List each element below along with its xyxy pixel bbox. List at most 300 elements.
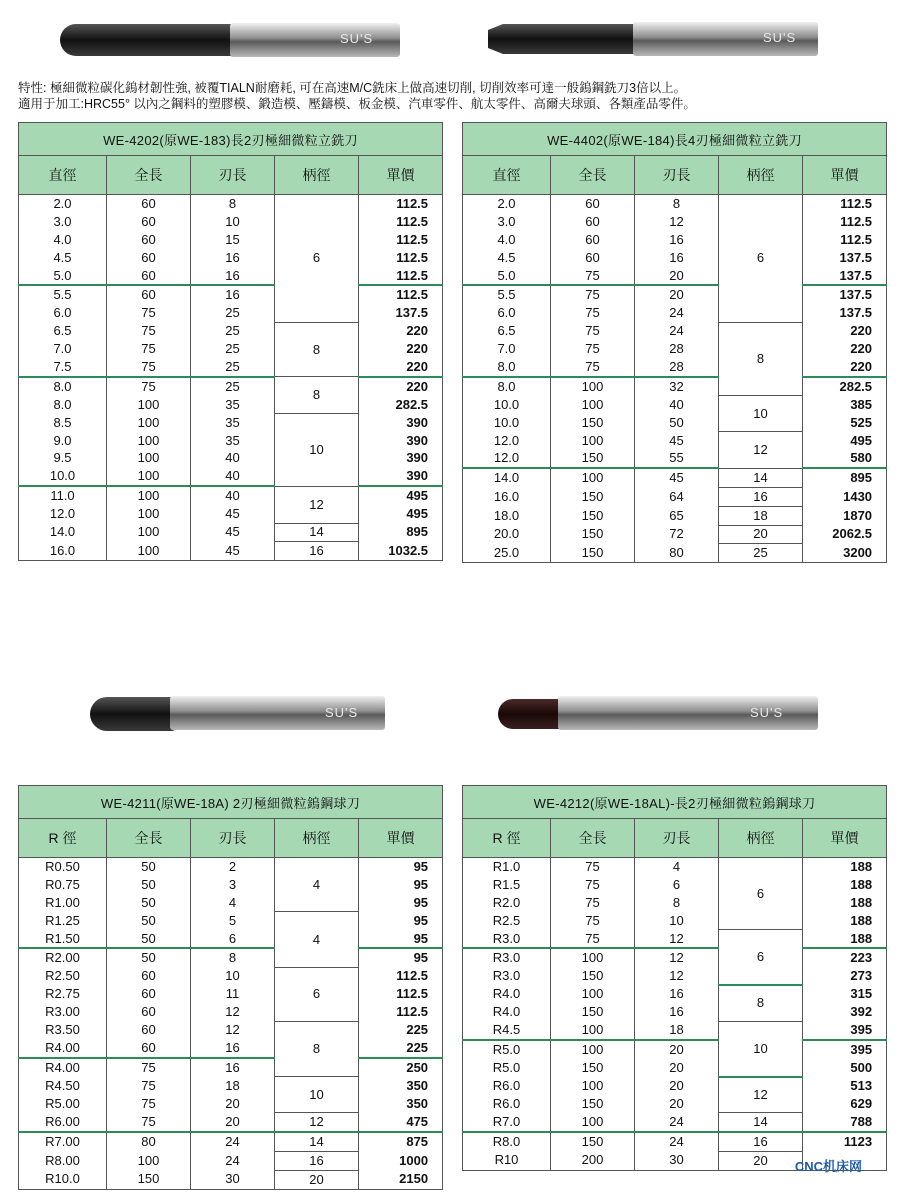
table-row bbox=[463, 930, 887, 949]
table-row bbox=[19, 1132, 443, 1151]
table-row bbox=[19, 285, 443, 304]
cell-shank-diameter: 10 bbox=[719, 1021, 803, 1077]
cell-flute-length: 45 bbox=[191, 505, 275, 523]
cell-flute-length: 10 bbox=[191, 213, 275, 231]
cell-price: 513 bbox=[803, 1077, 887, 1095]
cell-shank-diameter: 10 bbox=[275, 414, 359, 487]
cell-price: 390 bbox=[359, 467, 443, 486]
cell-flute-length: 20 bbox=[191, 1112, 275, 1131]
cell-flute-length: 20 bbox=[191, 1095, 275, 1113]
cell-diameter: R2.75 bbox=[19, 985, 107, 1003]
cell-overall-length: 150 bbox=[551, 1132, 635, 1151]
cell-flute-length: 6 bbox=[635, 876, 719, 894]
cell-diameter: 16.0 bbox=[19, 542, 107, 561]
cell-shank-diameter: 6 bbox=[719, 858, 803, 930]
cell-shank-diameter: 18 bbox=[719, 506, 803, 525]
cell-diameter: 3.0 bbox=[19, 213, 107, 231]
watermark: CNC机床网 bbox=[794, 1159, 862, 1174]
cell-price: 875 bbox=[359, 1132, 443, 1151]
cell-overall-length: 100 bbox=[107, 467, 191, 486]
table-row bbox=[19, 231, 443, 249]
cell-flute-length: 40 bbox=[191, 467, 275, 486]
cell-diameter: R1.0 bbox=[463, 858, 551, 876]
cell-overall-length: 150 bbox=[551, 544, 635, 563]
cell-diameter: 5.0 bbox=[463, 267, 551, 286]
cell-overall-length: 100 bbox=[107, 505, 191, 523]
cell-overall-length: 80 bbox=[107, 1132, 191, 1151]
cell-price: 112.5 bbox=[359, 195, 443, 213]
cell-flute-length: 24 bbox=[635, 304, 719, 322]
cell-shank-diameter: 10 bbox=[275, 1077, 359, 1113]
cell-flute-length: 40 bbox=[635, 396, 719, 414]
table-we-4212 bbox=[462, 785, 887, 1171]
cell-flute-length: 5 bbox=[191, 912, 275, 930]
table-row bbox=[463, 267, 887, 286]
feature-text: 特性: 極細微粒碳化鎢材韌性強, 被覆TIALN耐磨耗, 可在高速M/C銑床上做高速切削, 切削效率可達一般鎢鋼銑刀3倍以上。 bbox=[18, 81, 687, 95]
cell-diameter: R4.00 bbox=[19, 1058, 107, 1077]
table-row bbox=[463, 544, 887, 563]
cell-price: 495 bbox=[803, 432, 887, 450]
column-header: R 徑 bbox=[19, 819, 107, 858]
cell-flute-length: 35 bbox=[191, 414, 275, 432]
table-row bbox=[463, 195, 887, 213]
cell-flute-length: 20 bbox=[635, 267, 719, 286]
cell-shank-diameter: 8 bbox=[275, 377, 359, 414]
cell-shank-diameter: 14 bbox=[275, 523, 359, 542]
cell-flute-length: 20 bbox=[635, 285, 719, 304]
cell-price: 220 bbox=[359, 340, 443, 358]
cell-diameter: R1.00 bbox=[19, 894, 107, 912]
table-row bbox=[463, 525, 887, 544]
table-row bbox=[463, 213, 887, 231]
cell-flute-length: 8 bbox=[191, 948, 275, 967]
table-row bbox=[19, 377, 443, 396]
cell-price: 350 bbox=[359, 1095, 443, 1113]
cell-overall-length: 60 bbox=[551, 249, 635, 267]
cell-flute-length: 16 bbox=[191, 1058, 275, 1077]
cell-price: 188 bbox=[803, 894, 887, 912]
cell-diameter: R1.50 bbox=[19, 930, 107, 949]
cell-flute-length: 10 bbox=[191, 967, 275, 985]
cell-flute-length: 30 bbox=[191, 1170, 275, 1189]
cell-diameter: 18.0 bbox=[463, 506, 551, 525]
cell-diameter: R3.50 bbox=[19, 1021, 107, 1039]
cell-flute-length: 45 bbox=[635, 468, 719, 487]
cell-shank-diameter: 25 bbox=[719, 544, 803, 563]
table-row bbox=[463, 396, 887, 414]
cell-shank-diameter: 14 bbox=[719, 468, 803, 487]
cell-diameter: 16.0 bbox=[463, 487, 551, 506]
cell-overall-length: 60 bbox=[107, 267, 191, 286]
cell-flute-length: 16 bbox=[191, 267, 275, 286]
table-row bbox=[463, 468, 887, 487]
table-row bbox=[19, 414, 443, 432]
table-title: WE-4202(原WE-183)長2刃極細微粒立銑刀 bbox=[19, 123, 443, 156]
cell-overall-length: 100 bbox=[551, 432, 635, 450]
cell-price: 112.5 bbox=[359, 967, 443, 985]
cell-shank-diameter: 12 bbox=[719, 1077, 803, 1113]
cell-price: 895 bbox=[803, 468, 887, 487]
cell-flute-length: 24 bbox=[635, 1132, 719, 1151]
cell-flute-length: 45 bbox=[635, 432, 719, 450]
cell-flute-length: 25 bbox=[191, 340, 275, 358]
table-row bbox=[19, 930, 443, 949]
table-row bbox=[463, 1077, 887, 1095]
table-row bbox=[463, 231, 887, 249]
table-row bbox=[19, 467, 443, 486]
cell-price: 220 bbox=[359, 358, 443, 377]
cell-diameter: 10.0 bbox=[19, 467, 107, 486]
cell-diameter: R2.0 bbox=[463, 894, 551, 912]
cell-flute-length: 15 bbox=[191, 231, 275, 249]
cell-overall-length: 75 bbox=[107, 1112, 191, 1131]
cell-shank-diameter: 16 bbox=[719, 1132, 803, 1151]
table-row bbox=[19, 876, 443, 894]
cell-flute-length: 16 bbox=[635, 231, 719, 249]
table-row bbox=[19, 195, 443, 213]
cell-shank-diameter: 12 bbox=[275, 486, 359, 523]
cell-flute-length: 28 bbox=[635, 358, 719, 377]
cell-flute-length: 12 bbox=[635, 967, 719, 985]
cell-shank-diameter: 16 bbox=[719, 487, 803, 506]
cell-overall-length: 150 bbox=[551, 967, 635, 985]
table-title: WE-4211(原WE-18A) 2刃極細微粒鎢鋼球刀 bbox=[19, 786, 443, 819]
cell-flute-length: 18 bbox=[635, 1021, 719, 1040]
cell-diameter: 10.0 bbox=[463, 414, 551, 432]
cell-price: 137.5 bbox=[803, 249, 887, 267]
cell-overall-length: 75 bbox=[107, 1058, 191, 1077]
cell-flute-length: 40 bbox=[191, 486, 275, 505]
cell-diameter: 3.0 bbox=[463, 213, 551, 231]
cell-flute-length: 12 bbox=[635, 930, 719, 949]
table-row bbox=[463, 912, 887, 930]
table-row bbox=[463, 1095, 887, 1113]
cell-overall-length: 150 bbox=[551, 1003, 635, 1021]
cell-overall-length: 50 bbox=[107, 894, 191, 912]
cell-diameter: 12.0 bbox=[463, 449, 551, 468]
cell-price: 223 bbox=[803, 948, 887, 967]
cell-flute-length: 35 bbox=[191, 396, 275, 414]
cell-overall-length: 60 bbox=[107, 231, 191, 249]
brand-label: SU'S bbox=[750, 705, 784, 720]
tool-image-flat-4flute bbox=[488, 18, 818, 58]
cell-flute-length: 25 bbox=[191, 322, 275, 340]
cell-flute-length: 20 bbox=[635, 1077, 719, 1095]
cell-shank-diameter: 6 bbox=[275, 967, 359, 1021]
table-we-4211 bbox=[18, 785, 443, 1190]
cell-diameter: 2.0 bbox=[463, 195, 551, 213]
cell-overall-length: 60 bbox=[107, 1021, 191, 1039]
column-header: 柄徑 bbox=[719, 156, 803, 195]
table-row bbox=[19, 1077, 443, 1095]
cell-flute-length: 12 bbox=[191, 1003, 275, 1021]
cell-diameter: 2.0 bbox=[19, 195, 107, 213]
cell-price: 392 bbox=[803, 1003, 887, 1021]
cell-price: 220 bbox=[803, 322, 887, 340]
cell-overall-length: 150 bbox=[551, 414, 635, 432]
cell-flute-length: 16 bbox=[191, 1039, 275, 1058]
cell-price: 220 bbox=[359, 377, 443, 396]
cell-shank-diameter: 12 bbox=[275, 1112, 359, 1131]
cell-diameter: 6.5 bbox=[19, 322, 107, 340]
cell-diameter: 14.0 bbox=[19, 523, 107, 542]
cell-overall-length: 100 bbox=[107, 523, 191, 542]
cell-flute-length: 20 bbox=[635, 1095, 719, 1113]
cell-diameter: 7.5 bbox=[19, 358, 107, 377]
cell-price: 220 bbox=[803, 358, 887, 377]
cell-price: 1430 bbox=[803, 487, 887, 506]
table-row bbox=[463, 506, 887, 525]
table-row bbox=[19, 1095, 443, 1113]
cell-price: 112.5 bbox=[359, 1003, 443, 1021]
cell-price: 225 bbox=[359, 1039, 443, 1058]
cell-price: 525 bbox=[803, 414, 887, 432]
column-header: 全長 bbox=[107, 156, 191, 195]
cell-price: 273 bbox=[803, 967, 887, 985]
cell-diameter: R2.50 bbox=[19, 967, 107, 985]
table-row bbox=[463, 894, 887, 912]
cell-overall-length: 100 bbox=[107, 1151, 191, 1170]
cell-flute-length: 64 bbox=[635, 487, 719, 506]
column-header: 刃長 bbox=[635, 156, 719, 195]
column-header: 單價 bbox=[359, 156, 443, 195]
cell-overall-length: 75 bbox=[551, 930, 635, 949]
cell-price: 390 bbox=[359, 414, 443, 432]
table-we-4202 bbox=[18, 122, 443, 561]
cell-diameter: 5.5 bbox=[463, 285, 551, 304]
cell-flute-length: 24 bbox=[635, 322, 719, 340]
cell-overall-length: 150 bbox=[107, 1170, 191, 1189]
cell-diameter: 6.0 bbox=[19, 304, 107, 322]
cell-overall-length: 75 bbox=[107, 1095, 191, 1113]
cell-flute-length: 16 bbox=[191, 249, 275, 267]
column-header: 單價 bbox=[803, 819, 887, 858]
table-row bbox=[19, 523, 443, 542]
cell-overall-length: 100 bbox=[551, 1077, 635, 1095]
cell-price: 220 bbox=[803, 340, 887, 358]
table-title: WE-4212(原WE-18AL)-長2刃極細微粒鎢鋼球刀 bbox=[463, 786, 887, 819]
cell-diameter: 5.5 bbox=[19, 285, 107, 304]
cell-price: 495 bbox=[359, 505, 443, 523]
cell-diameter: 12.0 bbox=[463, 432, 551, 450]
cell-shank-diameter: 8 bbox=[719, 322, 803, 396]
cell-overall-length: 150 bbox=[551, 1059, 635, 1077]
cell-overall-length: 75 bbox=[551, 358, 635, 377]
cell-shank-diameter: 20 bbox=[719, 1151, 803, 1170]
cell-diameter: R7.00 bbox=[19, 1132, 107, 1151]
cell-price: 282.5 bbox=[359, 396, 443, 414]
table-row bbox=[463, 414, 887, 432]
cell-price: 137.5 bbox=[803, 267, 887, 286]
tool-image-flat-2flute bbox=[60, 20, 400, 60]
column-header: 刃長 bbox=[191, 819, 275, 858]
cell-price: 895 bbox=[359, 523, 443, 542]
cell-shank-diameter: 16 bbox=[275, 1151, 359, 1170]
cell-flute-length: 16 bbox=[635, 1003, 719, 1021]
cell-diameter: R3.0 bbox=[463, 948, 551, 967]
cell-diameter: R2.5 bbox=[463, 912, 551, 930]
table-row bbox=[19, 486, 443, 505]
table-row bbox=[463, 487, 887, 506]
cell-price: 1032.5 bbox=[359, 542, 443, 561]
cell-diameter: 6.0 bbox=[463, 304, 551, 322]
cell-flute-length: 3 bbox=[191, 876, 275, 894]
table-title: WE-4402(原WE-184)長4刃極細微粒立銑刀 bbox=[463, 123, 887, 156]
cell-flute-length: 6 bbox=[191, 930, 275, 949]
cell-diameter: R10 bbox=[463, 1151, 551, 1170]
cell-flute-length: 2 bbox=[191, 858, 275, 876]
table-row bbox=[463, 1112, 887, 1131]
cell-diameter: R10.0 bbox=[19, 1170, 107, 1189]
cell-shank-diameter: 4 bbox=[275, 858, 359, 912]
cell-diameter: 8.0 bbox=[463, 377, 551, 396]
cell-price: 137.5 bbox=[359, 304, 443, 322]
cell-flute-length: 4 bbox=[635, 858, 719, 876]
cell-shank-diameter: 20 bbox=[275, 1170, 359, 1189]
table-row bbox=[19, 858, 443, 876]
cell-shank-diameter: 4 bbox=[275, 912, 359, 968]
column-header: 刃長 bbox=[191, 156, 275, 195]
cell-shank-diameter: 8 bbox=[275, 322, 359, 377]
cell-price: 188 bbox=[803, 876, 887, 894]
cell-price: 580 bbox=[803, 449, 887, 468]
cell-price: 95 bbox=[359, 894, 443, 912]
table-row bbox=[19, 267, 443, 286]
cell-shank-diameter: 14 bbox=[719, 1112, 803, 1131]
cell-diameter: R5.0 bbox=[463, 1059, 551, 1077]
table-row bbox=[463, 985, 887, 1003]
cell-flute-length: 10 bbox=[635, 912, 719, 930]
table-row bbox=[463, 967, 887, 985]
cell-overall-length: 150 bbox=[551, 525, 635, 544]
table-row bbox=[19, 322, 443, 340]
cell-diameter: R4.0 bbox=[463, 985, 551, 1003]
cell-price: 1000 bbox=[359, 1151, 443, 1170]
cell-price: 188 bbox=[803, 858, 887, 876]
cell-flute-length: 25 bbox=[191, 358, 275, 377]
cell-overall-length: 60 bbox=[551, 231, 635, 249]
cell-diameter: 9.5 bbox=[19, 449, 107, 467]
table-row bbox=[19, 1170, 443, 1189]
table-row bbox=[19, 505, 443, 523]
table-row bbox=[19, 358, 443, 377]
table-row bbox=[463, 285, 887, 304]
cell-overall-length: 75 bbox=[551, 322, 635, 340]
table-row bbox=[19, 967, 443, 985]
table-we-4402 bbox=[462, 122, 887, 563]
cell-diameter: 12.0 bbox=[19, 505, 107, 523]
application-text: 適用于加工:HRC55° 以內之鋼料的塑膠模、鍛造模、壓鑄模、板金模、汽車零件、航太零件、高爾夫球頭、各類產品零件。 bbox=[18, 97, 696, 111]
cell-price: 395 bbox=[803, 1021, 887, 1040]
column-header: R 徑 bbox=[463, 819, 551, 858]
cell-diameter: 7.0 bbox=[463, 340, 551, 358]
table-row bbox=[19, 912, 443, 930]
cell-price: 112.5 bbox=[803, 231, 887, 249]
cell-diameter: 8.0 bbox=[463, 358, 551, 377]
table-row bbox=[19, 396, 443, 414]
cell-overall-length: 75 bbox=[551, 340, 635, 358]
cell-price: 112.5 bbox=[359, 267, 443, 286]
table-row bbox=[463, 322, 887, 340]
cell-shank-diameter: 8 bbox=[275, 1021, 359, 1077]
cell-price: 112.5 bbox=[359, 213, 443, 231]
cell-overall-length: 150 bbox=[551, 487, 635, 506]
cell-flute-length: 45 bbox=[191, 523, 275, 542]
cell-flute-length: 40 bbox=[191, 449, 275, 467]
table-row bbox=[19, 1151, 443, 1170]
cell-diameter: 11.0 bbox=[19, 486, 107, 505]
cell-overall-length: 100 bbox=[107, 396, 191, 414]
cell-flute-length: 45 bbox=[191, 542, 275, 561]
cell-diameter: R5.00 bbox=[19, 1095, 107, 1113]
cell-flute-length: 50 bbox=[635, 414, 719, 432]
table-row bbox=[463, 432, 887, 450]
cell-overall-length: 50 bbox=[107, 858, 191, 876]
cell-overall-length: 100 bbox=[551, 377, 635, 396]
cell-price: 629 bbox=[803, 1095, 887, 1113]
cell-flute-length: 25 bbox=[191, 304, 275, 322]
cell-overall-length: 100 bbox=[551, 948, 635, 967]
cell-price: 788 bbox=[803, 1112, 887, 1131]
cell-overall-length: 100 bbox=[107, 486, 191, 505]
table-row bbox=[19, 213, 443, 231]
cell-diameter: 7.0 bbox=[19, 340, 107, 358]
cell-shank-diameter: 6 bbox=[275, 195, 359, 323]
cell-diameter: R8.0 bbox=[463, 1132, 551, 1151]
cell-diameter: 10.0 bbox=[463, 396, 551, 414]
brand-label: SU'S bbox=[325, 705, 359, 720]
cell-price: 137.5 bbox=[803, 304, 887, 322]
table-row bbox=[19, 1039, 443, 1058]
cell-flute-length: 55 bbox=[635, 449, 719, 468]
column-header: 直徑 bbox=[463, 156, 551, 195]
cell-overall-length: 75 bbox=[551, 858, 635, 876]
table-row bbox=[19, 449, 443, 467]
cell-price: 1870 bbox=[803, 506, 887, 525]
cell-overall-length: 150 bbox=[551, 1095, 635, 1113]
cell-overall-length: 75 bbox=[107, 358, 191, 377]
cell-flute-length: 35 bbox=[191, 432, 275, 450]
cell-diameter: R7.0 bbox=[463, 1112, 551, 1131]
cell-overall-length: 50 bbox=[107, 912, 191, 930]
table-row bbox=[19, 1003, 443, 1021]
cell-overall-length: 100 bbox=[107, 542, 191, 561]
cell-overall-length: 100 bbox=[107, 414, 191, 432]
cell-diameter: R1.25 bbox=[19, 912, 107, 930]
cell-price: 95 bbox=[359, 948, 443, 967]
cell-overall-length: 100 bbox=[551, 985, 635, 1003]
column-header: 單價 bbox=[803, 156, 887, 195]
cell-price: 250 bbox=[359, 1058, 443, 1077]
table-row bbox=[19, 948, 443, 967]
cell-diameter: 4.5 bbox=[19, 249, 107, 267]
cell-price: 112.5 bbox=[359, 231, 443, 249]
table-row bbox=[463, 1003, 887, 1021]
table-row bbox=[19, 432, 443, 450]
column-header: 刃長 bbox=[635, 819, 719, 858]
cell-diameter: 25.0 bbox=[463, 544, 551, 563]
cell-overall-length: 75 bbox=[551, 267, 635, 286]
column-header: 全長 bbox=[107, 819, 191, 858]
cell-overall-length: 60 bbox=[107, 285, 191, 304]
cell-flute-length: 12 bbox=[635, 213, 719, 231]
cell-overall-length: 60 bbox=[107, 195, 191, 213]
table-row bbox=[19, 542, 443, 561]
cell-diameter: 8.0 bbox=[19, 377, 107, 396]
table-row bbox=[463, 876, 887, 894]
cell-flute-length: 24 bbox=[191, 1151, 275, 1170]
tool-image-ball-2flute bbox=[90, 693, 385, 733]
